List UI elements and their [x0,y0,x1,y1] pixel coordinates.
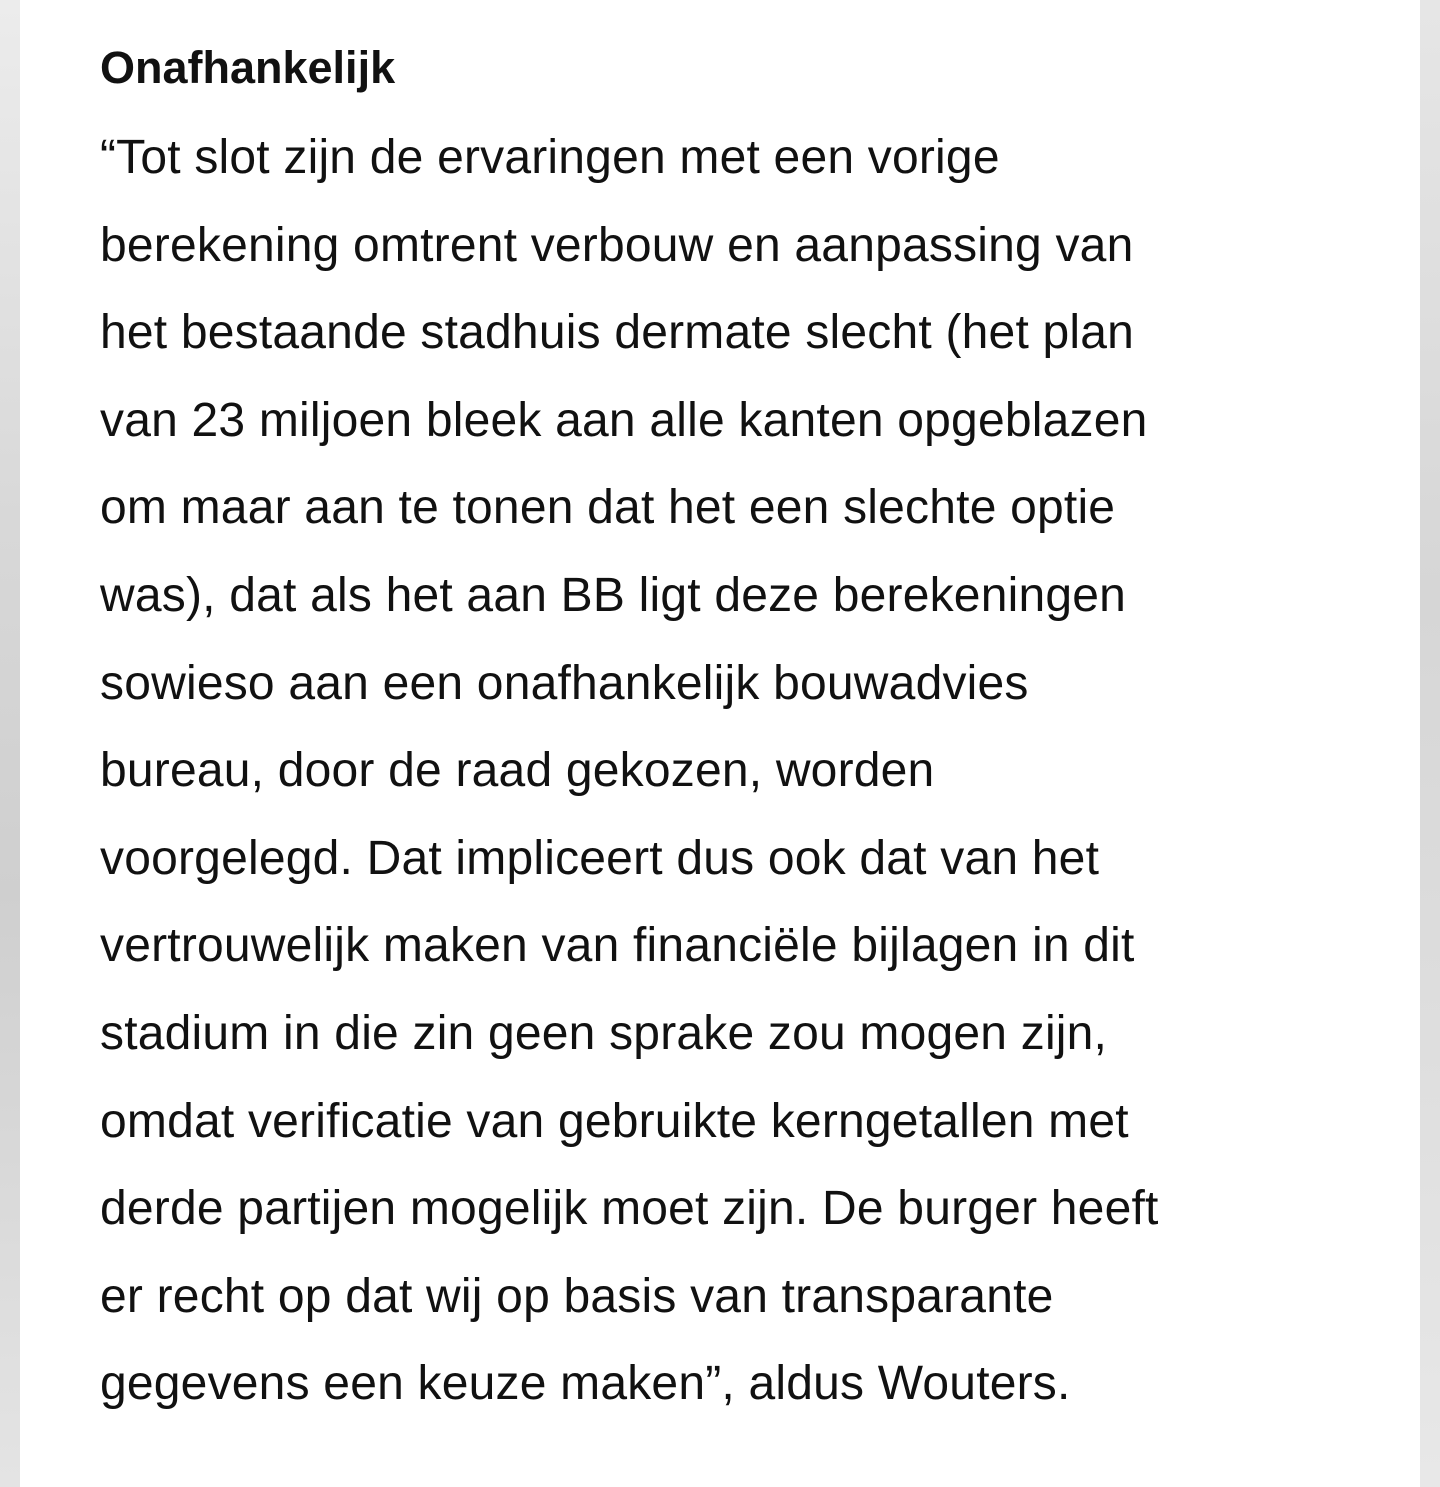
quote-paragraph [100,114,1340,1428]
quote-line: het bestaande stadhuis dermate slecht (het plan [100,306,1135,360]
quote-line: berekening omtrent verbouw en aanpassing van [100,218,1134,272]
quote-line: stadium in die zin geen sprake zou mogen zijn, [100,1006,1108,1060]
quote-line: bureau, door de raad gekozen, worden [100,744,935,798]
article-card [20,0,1420,1487]
quote-line: was), dat als het aan BB ligt deze berekeningen [100,568,1127,622]
quote-line: gegevens een keuze maken”, aldus Wouters. [100,1357,1071,1411]
quote-line: om maar aan te tonen dat het een slechte optie [100,481,1116,535]
quote-line: “Tot slot zijn de ervaringen met een vorige [100,131,1000,184]
quote-line: derde partijen mogelijk moet zijn. De burger heeft [100,1182,1159,1236]
quote-line: voorgelegd. Dat impliceert dus ook dat van het [100,831,1100,885]
section-heading: Onafhankelijk [100,42,396,93]
quote-line: van 23 miljoen bleek aan alle kanten opgeblazen [100,393,1148,447]
quote-line: sowieso aan een onafhankelijk bouwadvies [100,656,1029,710]
quote-line: er recht op dat wij op basis van transparante [100,1269,1054,1323]
background-left-edge [0,0,20,1487]
quote-line: omdat verificatie van gebruikte kerngetallen met [100,1094,1129,1148]
background-right-edge [1420,0,1440,1487]
quote-line: vertrouwelijk maken van financiële bijlagen in dit [100,919,1135,973]
